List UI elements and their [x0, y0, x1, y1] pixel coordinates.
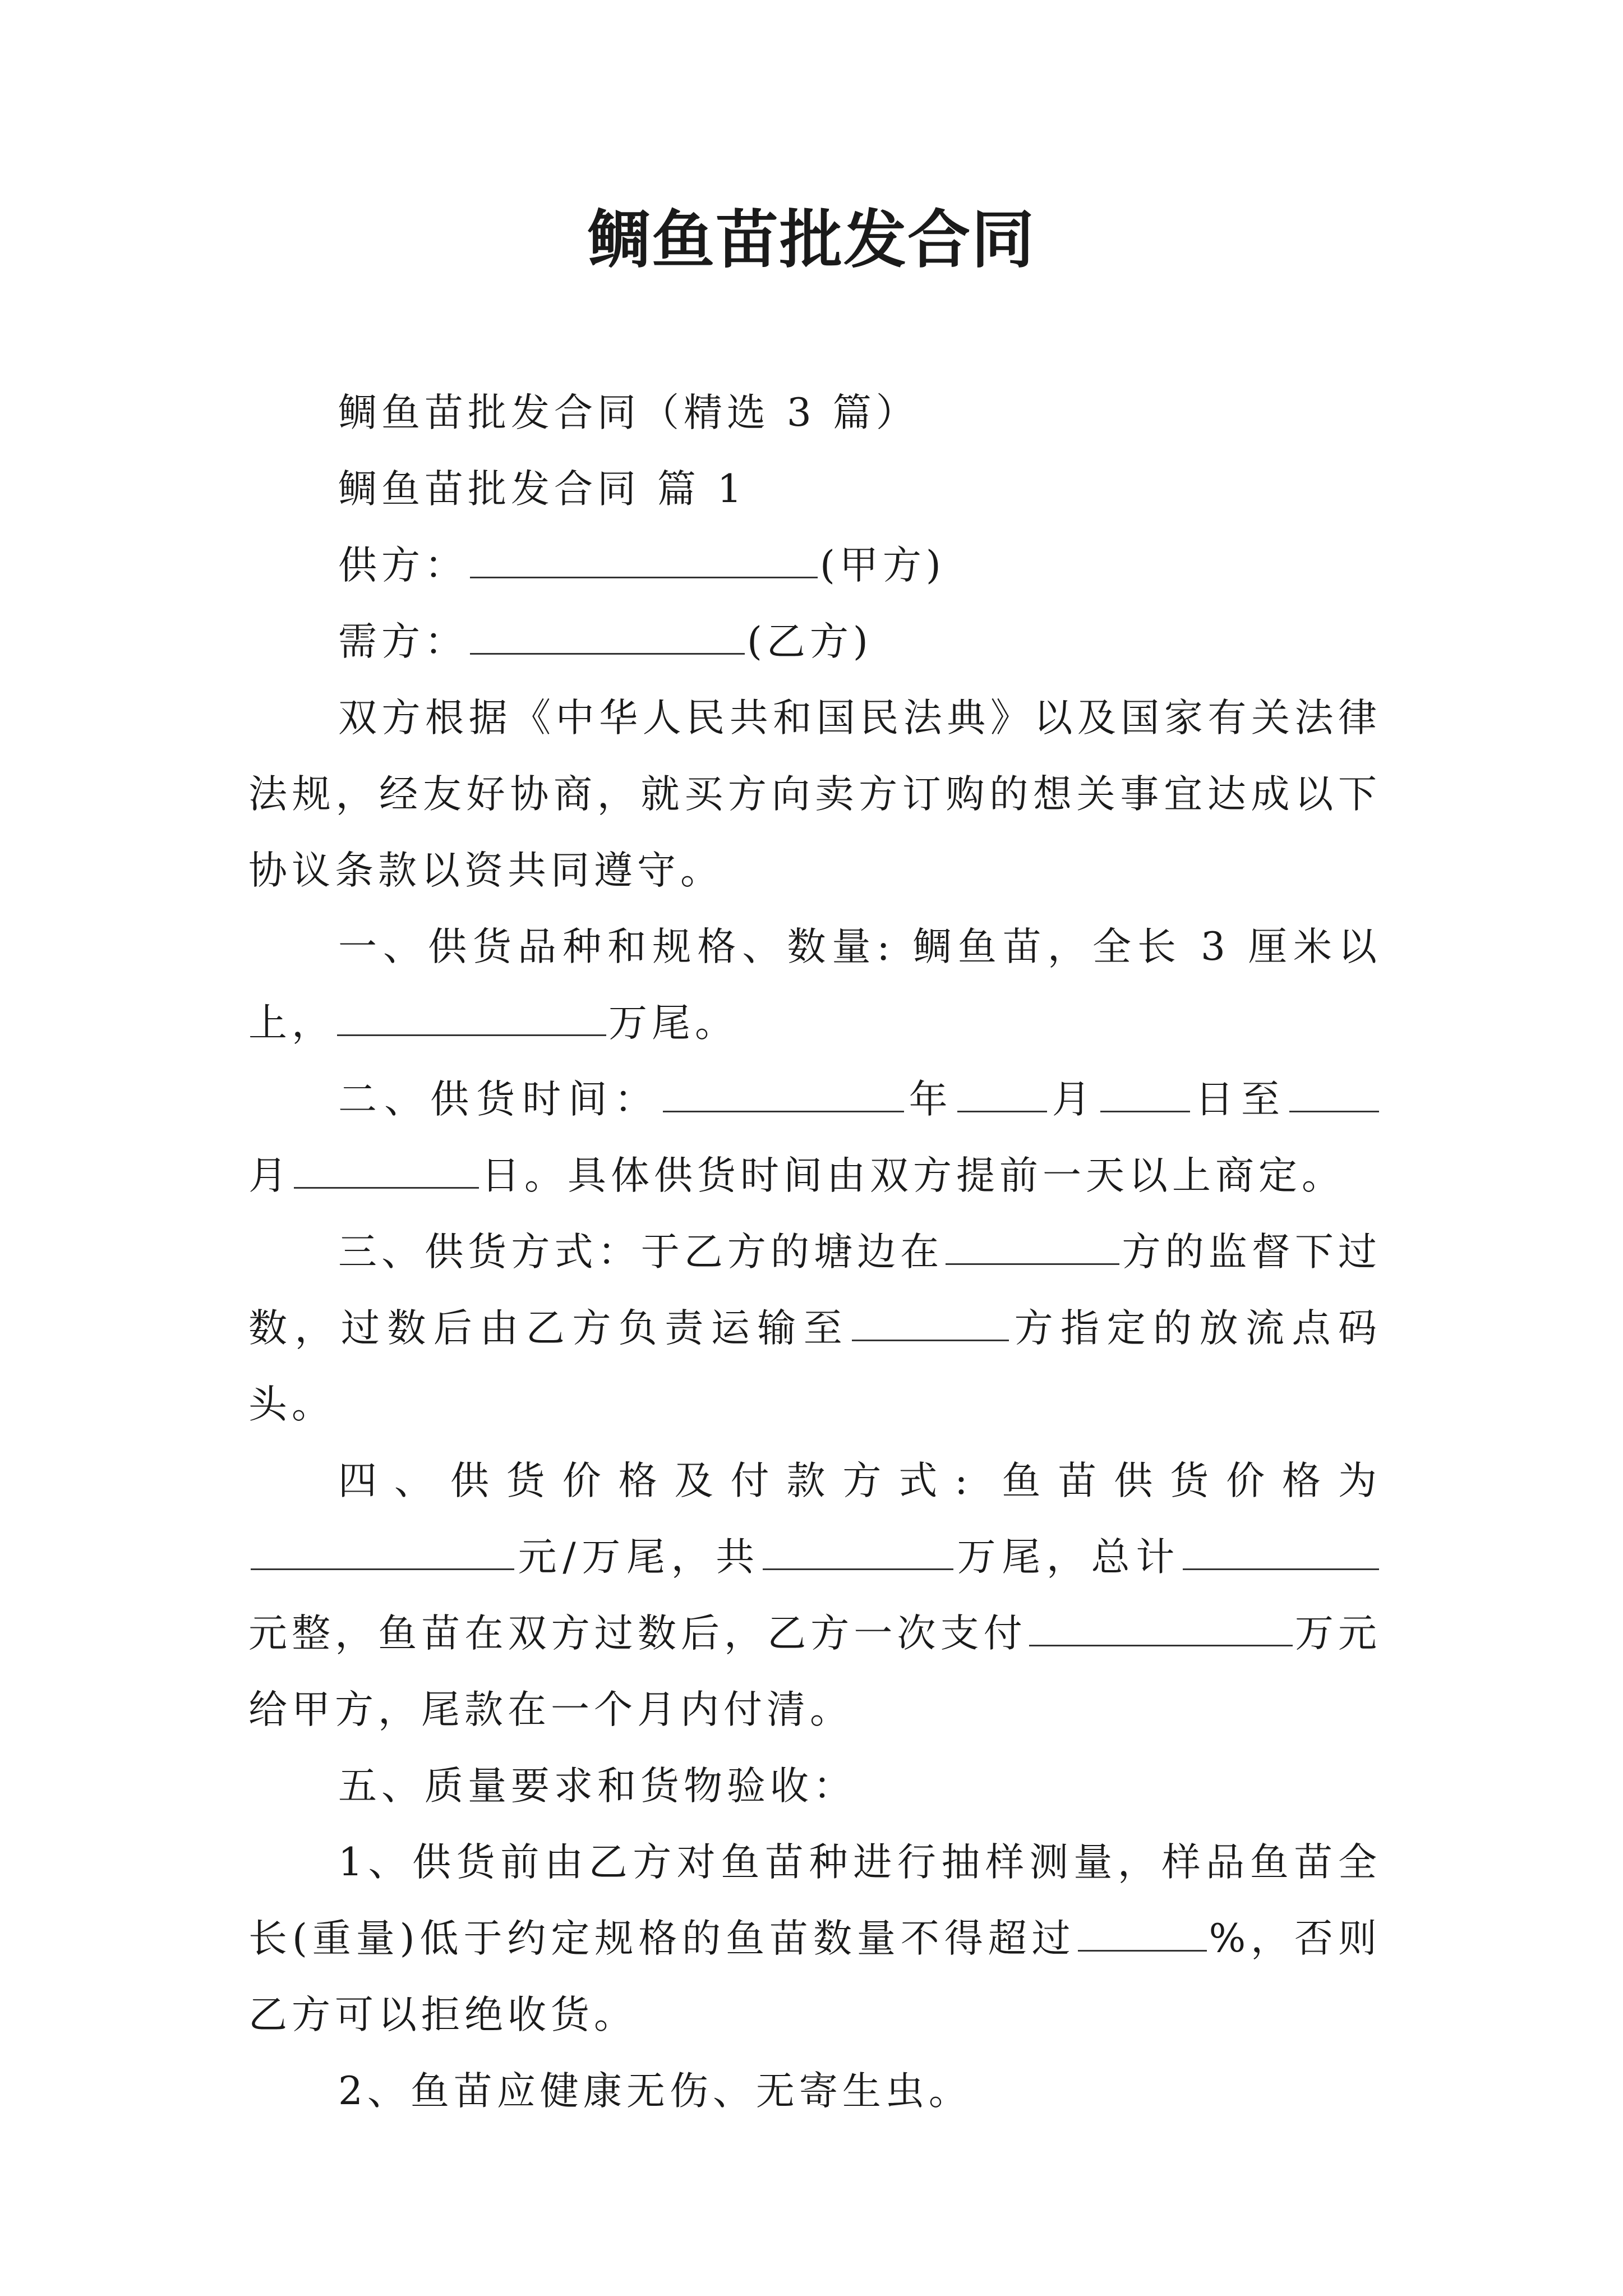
- percent-blank: [1078, 1916, 1207, 1952]
- day-blank: [1100, 1077, 1190, 1112]
- month-blank: [957, 1077, 1047, 1112]
- clause-3-tail: 方指定的放流点码头。: [248, 1306, 1382, 1427]
- clause-2: [248, 1061, 1381, 1214]
- quantity-blank: [337, 1001, 606, 1036]
- payment-blank: [1029, 1611, 1293, 1646]
- buyer-blank: [470, 619, 745, 655]
- month-label: 月: [1049, 1077, 1098, 1122]
- day-to-label: 日至: [1192, 1077, 1288, 1122]
- section-heading: 鲷鱼苗批发合同 篇 1: [338, 467, 746, 512]
- supervisor-blank: [946, 1230, 1119, 1265]
- buyer-line: [248, 604, 1381, 680]
- year-label: 年: [906, 1077, 955, 1122]
- supplier-line: [248, 527, 1381, 604]
- total-label: 万尾，总计: [955, 1535, 1181, 1580]
- buyer-party: (乙方): [747, 619, 873, 664]
- destination-blank: [852, 1306, 1009, 1341]
- supplier-label: 供方：: [338, 543, 468, 588]
- supplier-blank: [470, 543, 818, 578]
- clause-5-item-1-text: 1、供货前由乙方对鱼苗种进行抽样测量，样品鱼苗全长(重量)低于约定规格的鱼苗数量不得超过: [248, 1840, 1381, 1961]
- document-title: 鲷鱼苗批发合同: [588, 204, 1035, 277]
- end-month-label: 月: [248, 1153, 292, 1198]
- total-amount-blank: [1183, 1535, 1379, 1570]
- clause-1-text: 一、供货品种和规格、数量: 鲷鱼苗，全长 3 厘米以上，: [248, 924, 1381, 1046]
- clause-5-item-2: 2、鱼苗应健康无伤、无寄生虫。: [338, 2069, 972, 2114]
- supplier-party: (甲方): [820, 543, 946, 588]
- clause-5-item-1-tail: %，否则乙方可以拒绝收货。: [248, 1916, 1381, 2037]
- subtitle-selected: 鲷鱼苗批发合同（精选 3 篇）: [338, 390, 919, 435]
- end-month-blank: [1289, 1077, 1379, 1112]
- clause-2-text: 二、供货时间：: [338, 1077, 661, 1122]
- year-blank: [663, 1077, 904, 1112]
- unit-price-blank: [251, 1535, 514, 1570]
- clause-3-middle: 方的监督下过数，过数后由乙方负责运输至: [248, 1230, 1382, 1351]
- price-unit: 元/万尾，共: [517, 1535, 760, 1580]
- clause-3: [248, 1214, 1381, 1443]
- clause-4-text: 四、供货价格及付款方式: 鱼苗供货价格为: [338, 1458, 1381, 1503]
- end-day-blank: [294, 1153, 479, 1189]
- clause-4-middle: 元整，鱼苗在双方过数后，乙方一次支付: [248, 1611, 1027, 1656]
- clause-4-tail: 万元给甲方，尾款在一个月内付清。: [248, 1611, 1382, 1732]
- document-body: [248, 375, 1381, 2129]
- clause-3-text: 三、供货方式：于乙方的塘边在: [338, 1230, 944, 1274]
- clause-5-heading: 五、质量要求和货物验收：: [338, 1764, 856, 1809]
- clause-2-tail: 日。具体供货时间由双方提前一天以上商定。: [481, 1153, 1345, 1198]
- clause-1: [248, 909, 1381, 1061]
- buyer-label: 需方：: [338, 619, 468, 664]
- clause-5-item-1: [248, 1824, 1381, 2053]
- clause-1-unit: 万尾。: [608, 1001, 738, 1046]
- preamble-paragraph: 双方根据《中华人民共和国民法典》以及国家有关法律法规，经友好协商，就买方向卖方订购的想关事宜达成以下协议条款以资共同遵守。: [248, 696, 1381, 893]
- total-quantity-blank: [763, 1535, 953, 1570]
- clause-4: [248, 1443, 1381, 1748]
